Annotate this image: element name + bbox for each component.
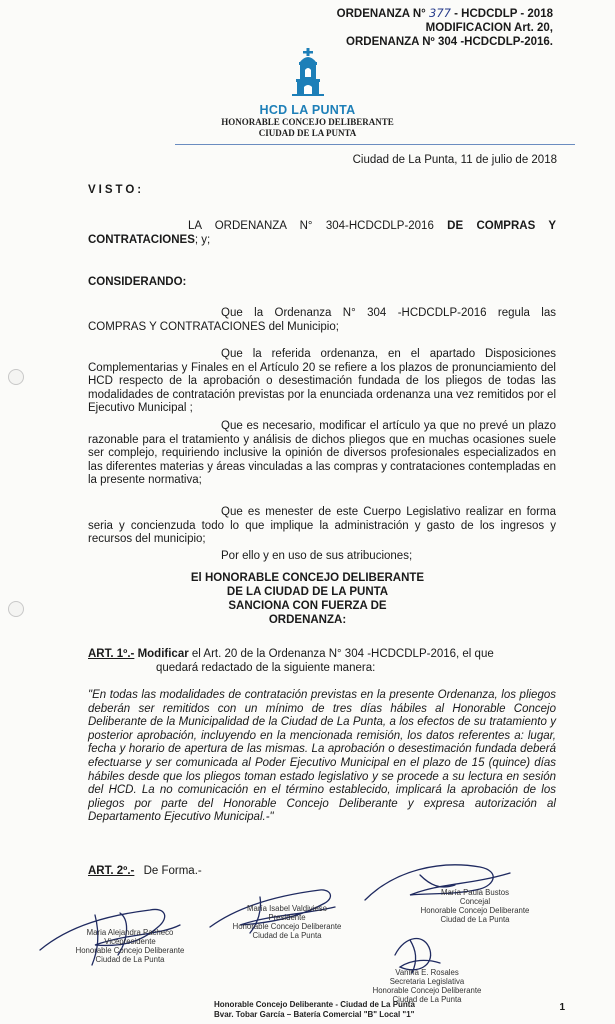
article-1-label: ART. 1º.-: [88, 648, 135, 660]
visto-heading: VISTO:: [88, 184, 145, 196]
signature-block-secretaria: Vanina E. Rosales Secretaria Legislativa Honorable Concejo Deliberante Ciudad de La Punta: [372, 968, 482, 1004]
logo-title: HCD LA PUNTA: [259, 103, 356, 117]
article-2: ART. 2º.- De Forma.-: [88, 865, 202, 877]
considerando-paragraph-2: Que la referida ordenanza, en el apartado Disposiciones Complementarias y Finales en el Artículo 20 se refiere a los plazos de pronunciamiento del HCD respecto de la aprobación o desestimación fundada de los pliegos de todas las modalidades de contratación previstas por la enunciada ordenanza una vez remitidos por el Ejecutivo Municipal ;: [88, 348, 556, 415]
footer-line-1: Honorable Concejo Deliberante - Ciudad de La Punta: [214, 1000, 415, 1009]
header-line-2: MODIFICACION Art. 20,: [425, 22, 553, 34]
considerando-heading: CONSIDERANDO:: [88, 276, 187, 288]
footer-line-2: Bvar. Tobar García – Batería Comercial "B" Local "1": [214, 1010, 415, 1019]
considerando-paragraph-5: Por ello y en uso de sus atribuciones;: [221, 550, 413, 562]
article-2-label: ART. 2º.-: [88, 865, 135, 877]
signature-block-concejal: María Paula Bustos Concejal Honorable Concejo Deliberante Ciudad de La Punta: [420, 888, 530, 924]
page-number: 1: [559, 1002, 565, 1013]
institution-logo: [0, 48, 615, 139]
header-line-3: ORDENANZA Nº 304 -HCDCDLP-2016.: [346, 36, 553, 48]
signature-block-vicepresidente: Maria Alejandra Pacheco Vicepresidente Honorable Concejo Deliberante Ciudad de La Punta: [75, 928, 185, 964]
punch-hole-top: [8, 369, 24, 385]
handwritten-number: 377: [429, 6, 451, 20]
article-1-quote: "En todas las modalidades de contratación previstas en la presente Ordenanza, los pliegos deberán ser remitidos con un mínimo de tres días hábiles al Honorable Concejo Deliberante de la Municipalidad de la Ciudad de La Punta, a los efectos de su tratamiento y posterior aprobación, incluyendo en la mencionada remisión, los datos referentes a: lugar, fecha y horario de apertura de las mismas. La aprobación o desestimación fundada deberá efectuarse y ser comunicada al Poder Ejecutivo Municipal en el plazo de 15 (quince) días hábiles desde que los pliegos toman estado legislativo y se procede a su lectura en sesión del HCD. La no comunicación en el término establecido, implicará la aprobación de los pliegos por parte del Honorable Concejo Deliberante y expresa autorización al Departamento Ejecutivo Municipal.-": [88, 689, 556, 824]
article-1-line-2: quedará redactado de la siguiente manera:: [156, 662, 376, 674]
signature-block-presidente: María Isabel Valdivieso Presidente Honorable Concejo Deliberante Ciudad de La Punta: [232, 904, 342, 940]
church-tower-icon: [288, 48, 328, 96]
considerando-paragraph-3: Que es necesario, modificar el artículo ya que no prevé un plazo razonable para el tratamiento y análisis de dichos pliegos que en muchas ocasiones suele ser complejo, requiriendo inclusive la opinión de diversos profesionales especializados en las diferentes materias y áreas vinculadas a las compras y contrataciones contempladas en la presente normativa;: [88, 420, 556, 487]
considerando-paragraph-1: Que la Ordenanza N° 304 -HCDCDLP-2016 regula las COMPRAS Y CONTRATACIONES del Municipio;: [88, 307, 556, 333]
header-line-1: ORDENANZA N° 377 - HCDCDLP - 2018: [336, 6, 553, 20]
sanciona-block: El HONORABLE CONCEJO DELIBERANTE DE LA CIUDAD DE LA PUNTA SANCIONA CON FUERZA DE ORDENANZA:: [190, 572, 425, 626]
logo-subtitle-1: HONORABLE CONCEJO DELIBERANTE: [221, 117, 394, 127]
document-date: Ciudad de La Punta, 11 de julio de 2018: [352, 154, 557, 166]
header-divider: [175, 144, 575, 145]
document-header: [337, 6, 553, 49]
visto-paragraph: LA ORDENANZA N° 304-HCDCDLP-2016 DE COMPRAS Y CONTRATACIONES; y;: [88, 220, 557, 246]
logo-subtitle-2: CIUDAD DE LA PUNTA: [258, 128, 357, 138]
considerando-paragraph-4: Que es menester de este Cuerpo Legislativo realizar en forma seria y concienzuda todo lo que implique la administración y gasto de los ingresos y recursos del municipio;: [88, 506, 556, 546]
article-1: ART. 1º.- Modificar el Art. 20 de la Ordenanza N° 304 -HCDCDLP-2016, el que: [88, 648, 494, 660]
page-footer: [214, 1000, 415, 1020]
